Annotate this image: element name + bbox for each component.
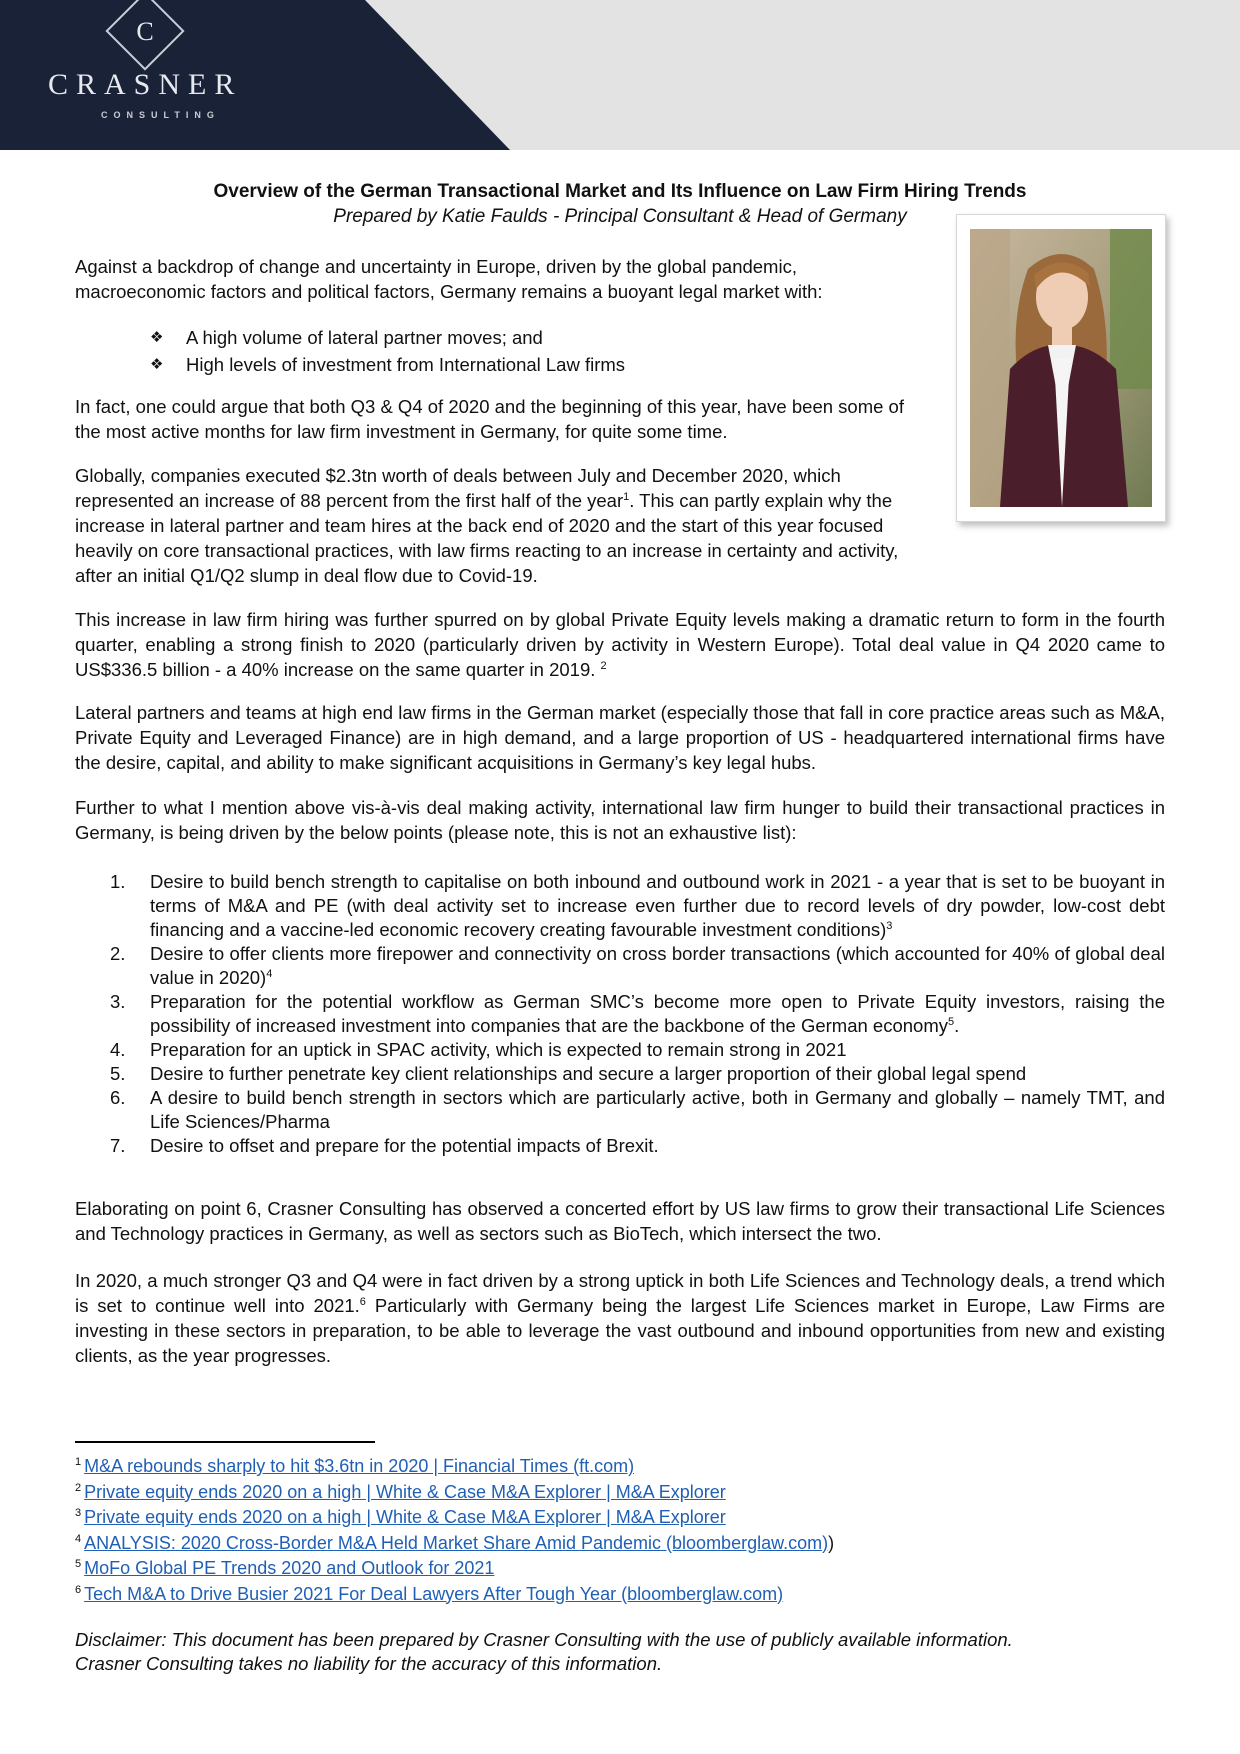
document-subtitle: Prepared by Katie Faulds - Principal Consultant & Head of Germany	[333, 206, 907, 227]
numbered-list	[110, 870, 1165, 1158]
paragraph-text: Particularly with Germany being the largest Life Sciences market in Europe, Law Firms are investing in these sectors in preparation, to be able to leverage the vast outbound and inbound opportunities from new and existing clients, as the year progresses.	[75, 1295, 1165, 1366]
paragraph-text: Globally, companies executed $2.3tn worth of deals between July and December 2020, which represented an increase of 88 percent from the first half of the year	[75, 465, 841, 511]
diamond-bullet-icon: ❖	[150, 356, 164, 373]
list-item	[110, 870, 1165, 942]
list-text-body: Preparation for the potential workflow as German SMC’s become more open to Private Equity investors, raising the possibility of increased investment into companies that are the backbone of the German economy	[150, 991, 1165, 1036]
paragraph-q3-q4: In fact, one could argue that both Q3 & Q4 of 2020 and the beginning of this year, have been some of the most active months for law firm investment in Germany, for quite some time.	[75, 396, 904, 442]
paragraph-further: Further to what I mention above vis-à-vis deal making activity, international law firm hunger to build their transactional practices in Germany, is being driven by the below points (please note, this is not an exhaustive list):	[75, 797, 1165, 843]
footnote-ref[interactable]: 4	[266, 967, 273, 980]
footnote-link[interactable]: MoFo Global PE Trends 2020 and Outlook for 2021	[84, 1558, 495, 1578]
list-text-body: Desire to offer clients more firepower and connectivity on cross border transactions (which accounted for 40% of global deal value in 2020)	[150, 943, 1165, 988]
footnote-ref[interactable]: 3	[886, 919, 893, 932]
list-item	[150, 351, 625, 378]
paragraph-2020-trends	[75, 1268, 1165, 1368]
list-text	[150, 870, 1165, 942]
paragraph-lateral-partners: Lateral partners and teams at high end law firms in the German market (especially those that fall in core practice areas such as M&A, Private Equity and Leveraged Finance) are in high demand, and a large proportion of US - headquartered international firms have the desire, capital, and ability to make significant acquisitions in Germany’s key legal hubs.	[75, 702, 1165, 773]
footnote-number: 3	[75, 1507, 82, 1519]
logo-letter: C	[136, 17, 154, 46]
footnote-ref[interactable]: 2	[600, 659, 607, 672]
list-number: 3.	[110, 991, 126, 1012]
list-item	[110, 1038, 1165, 1062]
logo-subtitle: CONSULTING	[101, 110, 220, 120]
footnote-link[interactable]: Private equity ends 2020 on a high | White & Case M&A Explorer | M&A Explorer	[84, 1507, 726, 1527]
disclaimer-line: Disclaimer: This document has been prepared by Crasner Consulting with the use of publicly available information.	[75, 1629, 1013, 1650]
footnote-link[interactable]: Private equity ends 2020 on a high | White & Case M&A Explorer | M&A Explorer	[84, 1481, 726, 1502]
bullet-text: High levels of investment from International Law firms	[186, 354, 626, 375]
portrait-photo	[956, 214, 1166, 522]
footnote-item	[75, 1480, 834, 1506]
bullet-text: A high volume of lateral partner moves; and	[186, 327, 543, 348]
list-number: 6.	[110, 1087, 126, 1108]
list-number: 5.	[110, 1063, 126, 1084]
diamond-bullet-icon: ❖	[150, 329, 164, 346]
footnote-number: 5	[75, 1558, 82, 1570]
list-item	[110, 1134, 1165, 1158]
footnote-ref[interactable]: 1	[623, 490, 630, 503]
paragraph-text: . This can partly explain why the increase in lateral partner and team hires at the back end of 2020 and the start of this year focused heavily on core transactional practices, with law firms reacting to an increase in certainty and activity, after an initial Q1/Q2 slump in deal flow due to Covid-19.	[75, 490, 899, 586]
logo-name: CRASNER	[48, 68, 243, 101]
list-text: Desire to offset and prepare for the potential impacts of Brexit.	[150, 1135, 659, 1156]
footnote-item	[75, 1531, 834, 1557]
footnote-tail: )	[828, 1532, 835, 1553]
paragraph-text: This increase in law firm hiring was further spurred on by global Private Equity levels making a dramatic return to form in the fourth quarter, enabling a strong finish to 2020 (particularly driven by activity in Western Europe). Total deal value in Q4 2020 came to US$336.5 billion - a 40% increase on the same quarter in 2019.	[75, 609, 1165, 680]
paragraph-private-equity	[75, 607, 1165, 682]
footnote-item	[75, 1556, 834, 1582]
footnote-number: 2	[75, 1481, 82, 1494]
disclaimer-line: Crasner Consulting takes no liability for the accuracy of this information.	[75, 1653, 663, 1674]
footnote-item	[75, 1505, 834, 1531]
list-item	[110, 1086, 1165, 1134]
paragraph-text: In 2020, a much stronger Q3 and Q4 were in fact driven by a strong uptick in both Life Sciences and Technology deals, a trend which is set to continue well into 2021.	[75, 1270, 1165, 1316]
portrait-image	[970, 229, 1152, 507]
list-text	[150, 942, 1165, 990]
list-text-body: Desire to build bench strength to capitalise on both inbound and outbound work in 2021 - a year that is set to be buoyant in terms of M&A and PE (with deal activity set to increase even further due to record levels of dry powder, low-cost debt financing and a vaccine-led economic recovery creating favourable investment conditions)	[150, 871, 1165, 940]
list-text	[150, 990, 1165, 1038]
list-number: 1.	[110, 871, 126, 892]
paragraph-global-deals	[75, 463, 940, 588]
list-text: A desire to build bench strength in sectors which are particularly active, both in Germany and globally – namely TMT, and Life Sciences/Pharma	[150, 1087, 1165, 1132]
list-number: 4.	[110, 1039, 126, 1060]
document-title: Overview of the German Transactional Market and Its Influence on Law Firm Hiring Trends	[213, 181, 1027, 202]
footnote-number: 4	[75, 1532, 82, 1545]
list-number: 7.	[110, 1135, 126, 1156]
list-number: 2.	[110, 943, 126, 964]
footnote-divider	[75, 1441, 375, 1443]
list-item	[110, 1062, 1165, 1086]
paragraph-elaborating: Elaborating on point 6, Crasner Consulting has observed a concerted effort by US law firms to grow their transactional Life Sciences and Technology practices in Germany, as well as sectors such as BioTech, which intersect the two.	[75, 1198, 1165, 1244]
list-item	[110, 990, 1165, 1038]
footnotes	[75, 1454, 834, 1607]
footnote-link[interactable]: Tech M&A to Drive Busier 2021 For Deal Lawyers After Tough Year (bloomberglaw.com)	[84, 1583, 784, 1604]
footnote-ref[interactable]: 5	[948, 1015, 955, 1028]
page-header	[0, 0, 1240, 150]
list-text-tail: .	[954, 1015, 960, 1036]
footnote-item	[75, 1454, 834, 1480]
list-item	[150, 324, 625, 351]
list-item	[110, 942, 1165, 990]
disclaimer	[75, 1628, 1175, 1676]
footnote-number: 1	[75, 1456, 82, 1468]
list-text: Desire to further penetrate key client relationships and secure a larger proportion of their global legal spend	[150, 1063, 1027, 1084]
list-text: Preparation for an uptick in SPAC activity, which is expected to remain strong in 2021	[150, 1039, 847, 1060]
footnote-link[interactable]: ANALYSIS: 2020 Cross-Border M&A Held Market Share Amid Pandemic (bloomberglaw.com)	[84, 1532, 829, 1553]
intro-paragraph: Against a backdrop of change and uncertainty in Europe, driven by the global pandemic, macroeconomic factors and political factors, Germany remains a buoyant legal market with:	[75, 256, 823, 302]
footnote-item	[75, 1582, 834, 1608]
bullet-list	[150, 324, 625, 378]
footnote-number: 6	[75, 1583, 82, 1596]
footnote-ref[interactable]: 6	[359, 1295, 366, 1308]
footnote-link[interactable]: M&A rebounds sharply to hit $3.6tn in 2020 | Financial Times (ft.com)	[84, 1456, 635, 1476]
